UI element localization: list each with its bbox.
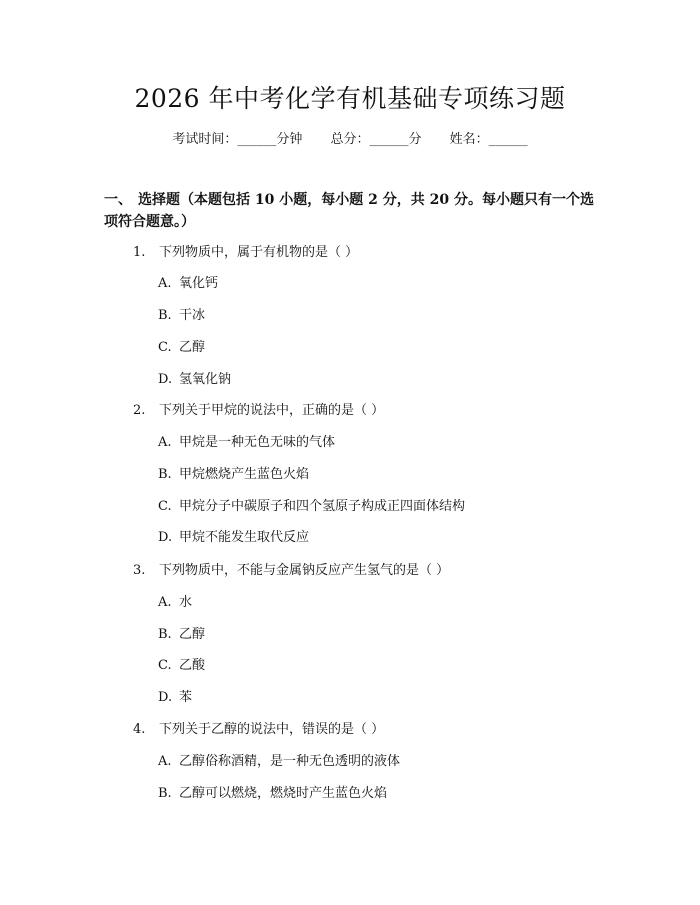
option-letter: C.: [158, 340, 172, 355]
question-number: 4.: [133, 722, 146, 737]
option-letter: B.: [158, 786, 172, 801]
question-stem: 下列物质中，属于有机物的是（ ）: [159, 245, 359, 260]
option-text: 甲烷是一种无色无味的气体: [179, 435, 336, 450]
exam-time-field: 考试时间：______分钟: [172, 132, 303, 147]
question-3: [133, 562, 449, 580]
q2-option-b: [158, 466, 309, 484]
option-text: 乙醇: [179, 627, 206, 642]
option-letter: A.: [158, 595, 172, 610]
option-letter: C.: [158, 658, 172, 673]
option-letter: B.: [158, 467, 172, 482]
option-letter: B.: [158, 627, 172, 642]
option-letter: D.: [158, 690, 173, 705]
section-text: 选择题（本题包括 10 小题，每小题 2 分，共 20 分。每小题只有一个选项符合题意。）: [104, 192, 594, 230]
option-letter: C.: [158, 499, 172, 514]
option-text: 苯: [179, 690, 193, 705]
question-1: [133, 244, 358, 262]
exam-title: 2026 年中考化学有机基础专项练习题: [134, 84, 566, 113]
q2-option-c: [158, 498, 465, 516]
option-text: 干冰: [179, 308, 206, 323]
q2-option-d: [158, 529, 309, 547]
student-name-field: 姓名：______: [449, 132, 528, 147]
q3-option-c: [158, 657, 205, 675]
q1-option-d: [158, 371, 231, 389]
option-letter: A.: [158, 435, 172, 450]
option-text: 氧化钙: [179, 276, 219, 291]
option-text: 甲烷不能发生取代反应: [179, 530, 310, 545]
option-text: 甲烷燃烧产生蓝色火焰: [179, 467, 310, 482]
option-text: 乙酸: [179, 658, 206, 673]
question-number: 2.: [133, 403, 146, 418]
q1-option-c: [158, 339, 205, 357]
option-text: 氢氧化钠: [179, 372, 232, 387]
q3-option-d: [158, 689, 192, 707]
option-text: 乙醇俗称酒精，是一种无色透明的液体: [179, 754, 401, 769]
question-number: 3.: [133, 563, 146, 578]
option-text: 水: [179, 595, 193, 610]
q3-option-a: [158, 594, 192, 612]
option-text: 乙醇: [179, 340, 206, 355]
q2-option-a: [158, 434, 335, 452]
option-letter: A.: [158, 276, 172, 291]
option-letter: D.: [158, 530, 173, 545]
q4-option-a: [158, 753, 400, 771]
question-number: 1.: [133, 245, 146, 260]
q1-option-a: [158, 275, 218, 293]
question-stem: 下列关于甲烷的说法中，正确的是（ ）: [159, 403, 385, 418]
q1-option-b: [158, 307, 205, 325]
section-heading: [104, 189, 604, 233]
option-text: 甲烷分子中碳原子和四个氢原子构成正四面体结构: [179, 499, 466, 514]
q3-option-b: [158, 626, 205, 644]
question-2: [133, 402, 384, 420]
option-letter: D.: [158, 372, 173, 387]
question-stem: 下列物质中，不能与金属钠反应产生氢气的是（ ）: [159, 563, 450, 578]
question-stem: 下列关于乙醇的说法中，错误的是（ ）: [159, 722, 385, 737]
option-letter: A.: [158, 754, 172, 769]
exam-meta: [0, 131, 700, 149]
total-score-field: 总分：______分: [330, 132, 422, 147]
question-4: [133, 721, 384, 739]
q4-option-b: [158, 785, 387, 803]
option-letter: B.: [158, 308, 172, 323]
option-text: 乙醇可以燃烧，燃烧时产生蓝色火焰: [179, 786, 388, 801]
section-number: 一、: [104, 192, 132, 208]
